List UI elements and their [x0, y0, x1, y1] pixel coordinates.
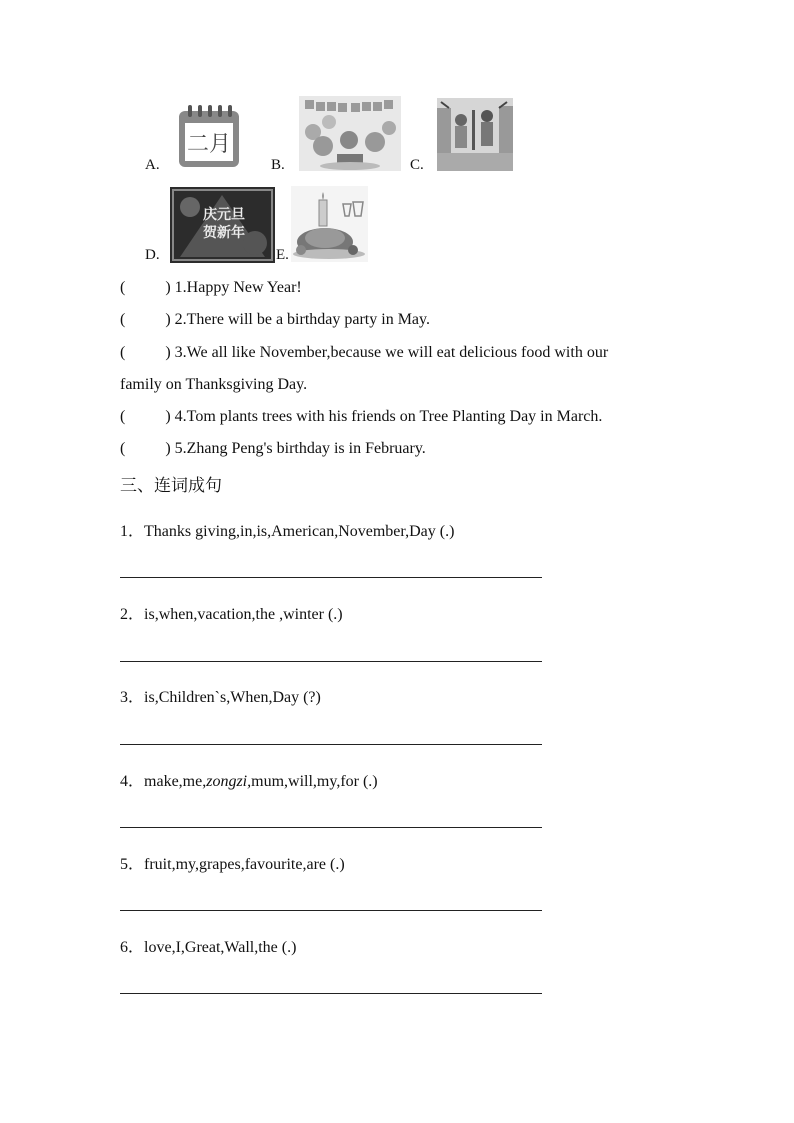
item-number: 2．	[120, 606, 145, 623]
answer-line-3[interactable]	[120, 744, 542, 745]
item-number: 4．	[120, 773, 145, 790]
answer-blank-open[interactable]: (	[120, 440, 126, 457]
answer-line-6[interactable]	[120, 993, 542, 994]
section-title: 三、连词成句	[120, 476, 222, 496]
answer-blank-close: )	[165, 440, 171, 457]
item-words: love,I,Great,Wall,the (.)	[144, 939, 297, 956]
item-words: Thanks giving,in,is,American,November,Day (.)	[144, 523, 455, 540]
option-letter-a: A.	[145, 157, 160, 173]
item-3	[120, 684, 321, 707]
thanksgiving-dinner-image	[291, 186, 368, 262]
answer-line-5[interactable]	[120, 910, 542, 911]
item-1	[120, 518, 454, 541]
question-text: 1.Happy New Year!	[174, 279, 302, 296]
calendar-february-icon	[176, 103, 242, 169]
item-words-post: mum,will,my,for (.)	[251, 773, 378, 790]
answer-blank-close: )	[165, 311, 171, 328]
answer-blank-open[interactable]: (	[120, 344, 126, 361]
item-words-italic: zongzi,	[206, 773, 252, 790]
question-3-continuation: family on Thanksgiving Day.	[120, 376, 308, 393]
answer-line-4[interactable]	[120, 827, 542, 828]
item-2	[120, 601, 343, 624]
question-2	[120, 311, 430, 329]
question-1	[120, 279, 302, 297]
item-words: fruit,my,grapes,favourite,are (.)	[144, 856, 345, 873]
item-number: 3．	[120, 689, 145, 706]
question-3	[120, 344, 608, 362]
answer-blank-open[interactable]: (	[120, 279, 126, 296]
item-5	[120, 851, 345, 874]
calendar-text: 二月	[186, 132, 232, 157]
item-words-pre: make,me,	[144, 773, 207, 790]
item-4	[120, 768, 378, 791]
question-text: 3.We all like November,because we will eat delicious food with our	[174, 344, 609, 361]
item-6	[120, 934, 296, 957]
answer-line-2[interactable]	[120, 661, 542, 662]
question-5	[120, 440, 426, 458]
new-year-card-text-2: 贺新年	[203, 225, 245, 241]
item-number: 1．	[120, 523, 145, 540]
option-letter-d: D.	[145, 247, 160, 263]
answer-blank-close: )	[165, 408, 171, 425]
answer-line-1[interactable]	[120, 577, 542, 578]
item-words: is,when,vacation,the ,winter (.)	[144, 606, 343, 623]
tree-planting-image	[437, 98, 513, 171]
new-year-card-text-1: 庆元旦	[203, 207, 245, 223]
question-text: 4.Tom plants trees with his friends on Tree Planting Day in March.	[174, 408, 603, 425]
question-text: 2.There will be a birthday party in May.	[174, 311, 430, 328]
question-text: 5.Zhang Peng's birthday is in February.	[174, 440, 426, 457]
item-number: 5．	[120, 856, 145, 873]
answer-blank-open[interactable]: (	[120, 311, 126, 328]
answer-blank-close: )	[165, 279, 171, 296]
birthday-party-image	[299, 96, 401, 171]
answer-blank-close: )	[165, 344, 171, 361]
answer-blank-open[interactable]: (	[120, 408, 126, 425]
option-letter-b: B.	[271, 157, 285, 173]
option-letter-c: C.	[410, 157, 424, 173]
option-letter-e: E.	[276, 247, 289, 263]
new-year-card-image	[170, 187, 275, 263]
item-words: is,Children`s,When,Day (?)	[144, 689, 321, 706]
item-number: 6．	[120, 939, 145, 956]
question-4	[120, 408, 602, 426]
